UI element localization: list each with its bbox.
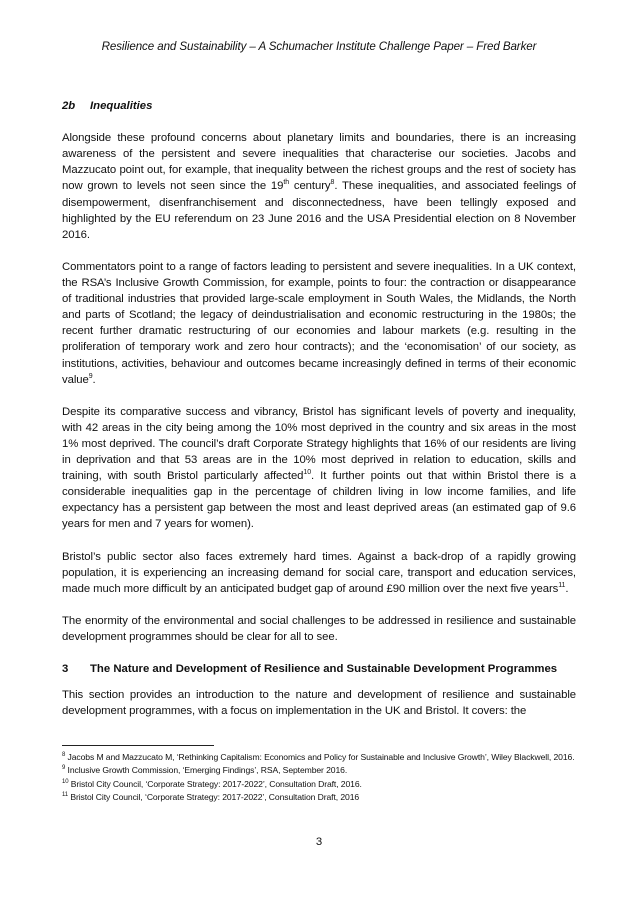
- p1-text-b: century: [289, 180, 331, 193]
- running-header: Resilience and Sustainability – A Schumacher Institute Challenge Paper – Fred Barker: [101, 40, 537, 53]
- paragraph-2: [62, 259, 576, 388]
- section-3-heading: [62, 661, 576, 677]
- footnote-ref-9: 9: [88, 372, 93, 380]
- footnote-separator: [62, 745, 214, 746]
- paragraph-4: [62, 549, 576, 597]
- section-2b-heading: [62, 98, 576, 114]
- section-title: Inequalities: [90, 100, 153, 112]
- paragraph-5: The enormity of the environmental and social challenges to be addressed in resilience and sustainable development programmes should be clear for all to see.: [62, 615, 576, 644]
- paragraph-6: This section provides an introduction to the nature and development of resilience and sustainable development programmes, with a focus on implementation in the UK and Bristol. It covers: the: [62, 689, 576, 718]
- footnote-ref-11: 11: [558, 582, 566, 590]
- section-number: 2b: [62, 100, 76, 112]
- p1-text-a: Alongside these profound concerns about planetary limits and boundaries, there is an increasing awareness of the persistent and severe inequalities that characterise our societies. Jacobs and Mazzucato point out, for example, that inequality between the richest groups and the rest of society has now grown to levels not seen since the 19: [62, 132, 576, 193]
- section-title: The Nature and Development of Resilience and Sustainable Development Programmes: [90, 663, 558, 676]
- p4-text: Bristol’s public sector also faces extremely hard times. Against a back-drop of a rapidly growing population, it is experiencing an increasing demand for social care, transport and education services, made much more difficult by an anticipated budget gap of around £90 million over the next five years: [62, 550, 576, 595]
- footnote-text: Bristol City Council, ‘Corporate Strategy: 2017-2022’, Consultation Draft, 2016: [68, 792, 360, 803]
- footnote-text: Jacobs M and Mazzucato M, ‘Rethinking Capitalism: Economics and Policy for Sustainable and Inclusive Growth’, Wiley Blackwell, 2016.: [65, 752, 575, 762]
- footnote-number: 10: [62, 778, 69, 785]
- footnote-9: [62, 764, 576, 777]
- footnote-number: 9: [62, 765, 66, 772]
- paragraph-3: [62, 404, 576, 533]
- footnote-8: [62, 751, 576, 764]
- footnote-ref-8: 8: [330, 179, 335, 187]
- paragraph-1: [62, 130, 576, 243]
- footnote-text: Inclusive Growth Commission, ‘Emerging Findings’, RSA, September 2016.: [65, 765, 348, 776]
- body-text: [62, 98, 576, 736]
- footnote-text: Bristol City Council, ‘Corporate Strategy: 2017-2022’, Consultation Draft, 2016.: [68, 778, 362, 789]
- footnote-number: 11: [62, 792, 69, 799]
- footnote-number: 8: [62, 752, 66, 759]
- p1-text-c: . These inequalities, and associated feelings of disempowerment, disenfranchisement and disconnectedness, have been tellingly exposed and highlighted by the EU referendum on 23 June 2016 and the USA Presidential election on 8 November 2016.: [62, 180, 576, 241]
- footnote-10: [62, 778, 576, 791]
- footnote-ref-10: 10: [303, 469, 312, 477]
- page-number: 3: [315, 836, 323, 848]
- section-number: 3: [62, 663, 69, 676]
- p4-end: .: [565, 582, 569, 595]
- footnote-11: [62, 791, 576, 804]
- p2-text: Commentators point to a range of factors leading to persistent and severe inequalities. In a UK context, the RSA’s Inclusive Growth Commission, for example, points to four: the contraction or disappearance of traditional industries that provided large-scale employment in South Wales, the Midlands, the North and parts of Scotland; the legacy of deindustrialisation and economic restructuring in the 1980s; the recent further dramatic restructuring of our economies and labour markets (e.g. resulting in the proliferation of temporary work and zero hour contracts); and the ‘economisation’ of our society, as institutions, activities, behaviour and outcomes became increasingly defined in terms of their economic value: [62, 260, 576, 386]
- ordinal-superscript: th: [283, 179, 290, 187]
- footnotes: [62, 751, 576, 805]
- p2-end: .: [92, 373, 96, 386]
- p3-text-b: . It further points out that within Bristol there is a considerable inequalities gap in the percentage of children living in low income families, and life expectancy has a persistent gap between the most and least deprived areas (an estimated gap of 9.6 years for men and 7 years for women).: [62, 470, 576, 531]
- p3-text-a: Despite its comparative success and vibrancy, Bristol has significant levels of poverty and inequality, with 42 areas in the city being among the 10% most deprived in the country and six areas in the most 1% most deprived. The council’s draft Corporate Strategy highlights that 16% of our residents are living in deprivation and that 53 areas are in the 10% most deprived in relation to education, skills and training, with south Bristol particularly affected: [62, 405, 576, 483]
